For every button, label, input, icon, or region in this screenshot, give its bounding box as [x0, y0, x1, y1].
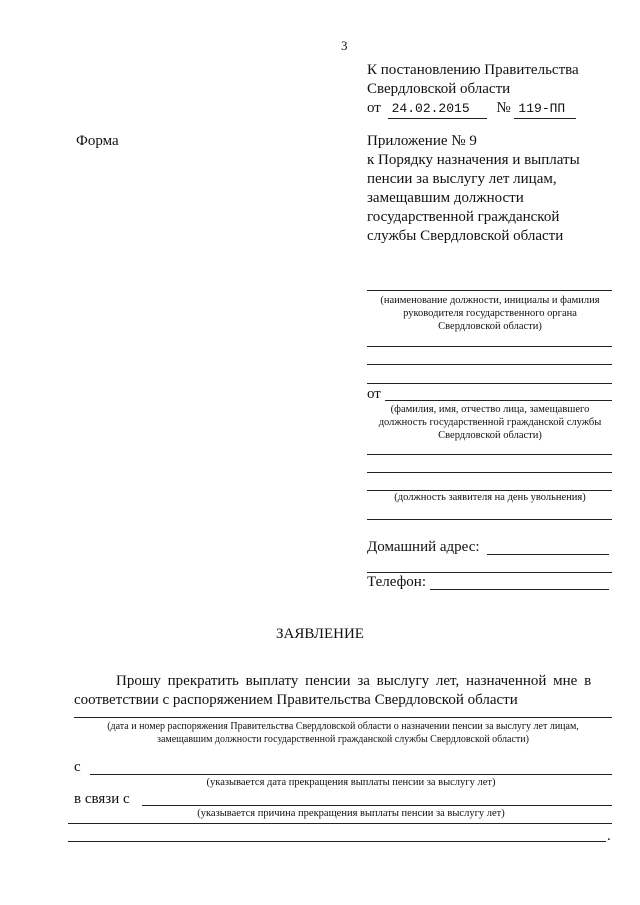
- reason-hint: (указывается причина прекращения выплаты пенсии за выслугу лет): [197, 808, 505, 819]
- reason-label: в связи с: [74, 791, 130, 807]
- decree-line-2: Свердловской области: [367, 81, 511, 97]
- decree-from-label: от: [367, 100, 381, 116]
- decree-date: 24.02.2015: [388, 99, 487, 119]
- appendix-line-1: Приложение № 9: [367, 133, 477, 149]
- position-line-2[interactable]: [367, 519, 612, 520]
- form-label: Форма: [76, 133, 119, 149]
- position-hint: (должность заявителя на день увольнения): [394, 492, 586, 503]
- reason-line-2[interactable]: [68, 823, 612, 824]
- decree-no-label: №: [496, 100, 511, 116]
- applicant-line-2[interactable]: [367, 454, 612, 455]
- body-line-2: соответствии с распоряжением Правительства Свердловской области: [74, 692, 518, 708]
- phone-field[interactable]: [430, 589, 609, 590]
- addressee-line-2[interactable]: [367, 346, 612, 347]
- appendix-line-5: государственной гражданской: [367, 209, 560, 225]
- reason-line-3[interactable]: [68, 841, 606, 842]
- document-title: ЗАЯВЛЕНИЕ: [276, 626, 364, 642]
- order-hint: (дата и номер распоряжения Правительства Свердловской области о назначении пенсии за выслугу лет лицам, замещавшим должности государственной гражданской службы Свердловской области): [107, 721, 579, 745]
- page-number: 3: [341, 38, 348, 53]
- decree-line-1: К постановлению Правительства: [367, 62, 579, 78]
- appendix-line-3: пенсии за выслугу лет лицам,: [367, 171, 557, 187]
- since-label: с: [74, 759, 81, 775]
- since-date-field[interactable]: [90, 774, 612, 775]
- phone-label: Телефон:: [367, 574, 426, 590]
- decree-number: 119-ПП: [514, 99, 576, 119]
- since-hint: (указывается дата прекращения выплаты пенсии за выслугу лет): [206, 777, 496, 788]
- appendix-line-6: службы Свердловской области: [367, 228, 564, 244]
- reason-field[interactable]: [142, 805, 612, 806]
- addressee-line-4[interactable]: [367, 383, 612, 384]
- appendix-line-4: замещавшим должности: [367, 190, 524, 206]
- applicant-name-line[interactable]: [385, 400, 612, 401]
- applicant-from-label: от: [367, 386, 381, 402]
- order-field-line[interactable]: [74, 717, 612, 718]
- home-address-label: Домашний адрес:: [367, 539, 480, 555]
- addressee-field-line[interactable]: [367, 290, 612, 291]
- body-line-1: Прошу прекратить выплату пенсии за выслугу лет, назначенной мне в: [116, 673, 592, 689]
- end-period: .: [607, 828, 611, 844]
- applicant-hint: (фамилия, имя, отчество лица, замещавшего должность государственной гражданской службы Свердловской области): [378, 404, 602, 441]
- addressee-hint: (наименование должности, инициалы и фамилия руководителя государственного органа Свердловской области): [380, 295, 600, 332]
- appendix-line-2: к Порядку назначения и выплаты: [367, 152, 580, 168]
- addressee-line-3[interactable]: [367, 364, 612, 365]
- home-address-field[interactable]: [487, 554, 609, 555]
- decree-date-row: [367, 99, 576, 119]
- applicant-line-3[interactable]: [367, 472, 612, 473]
